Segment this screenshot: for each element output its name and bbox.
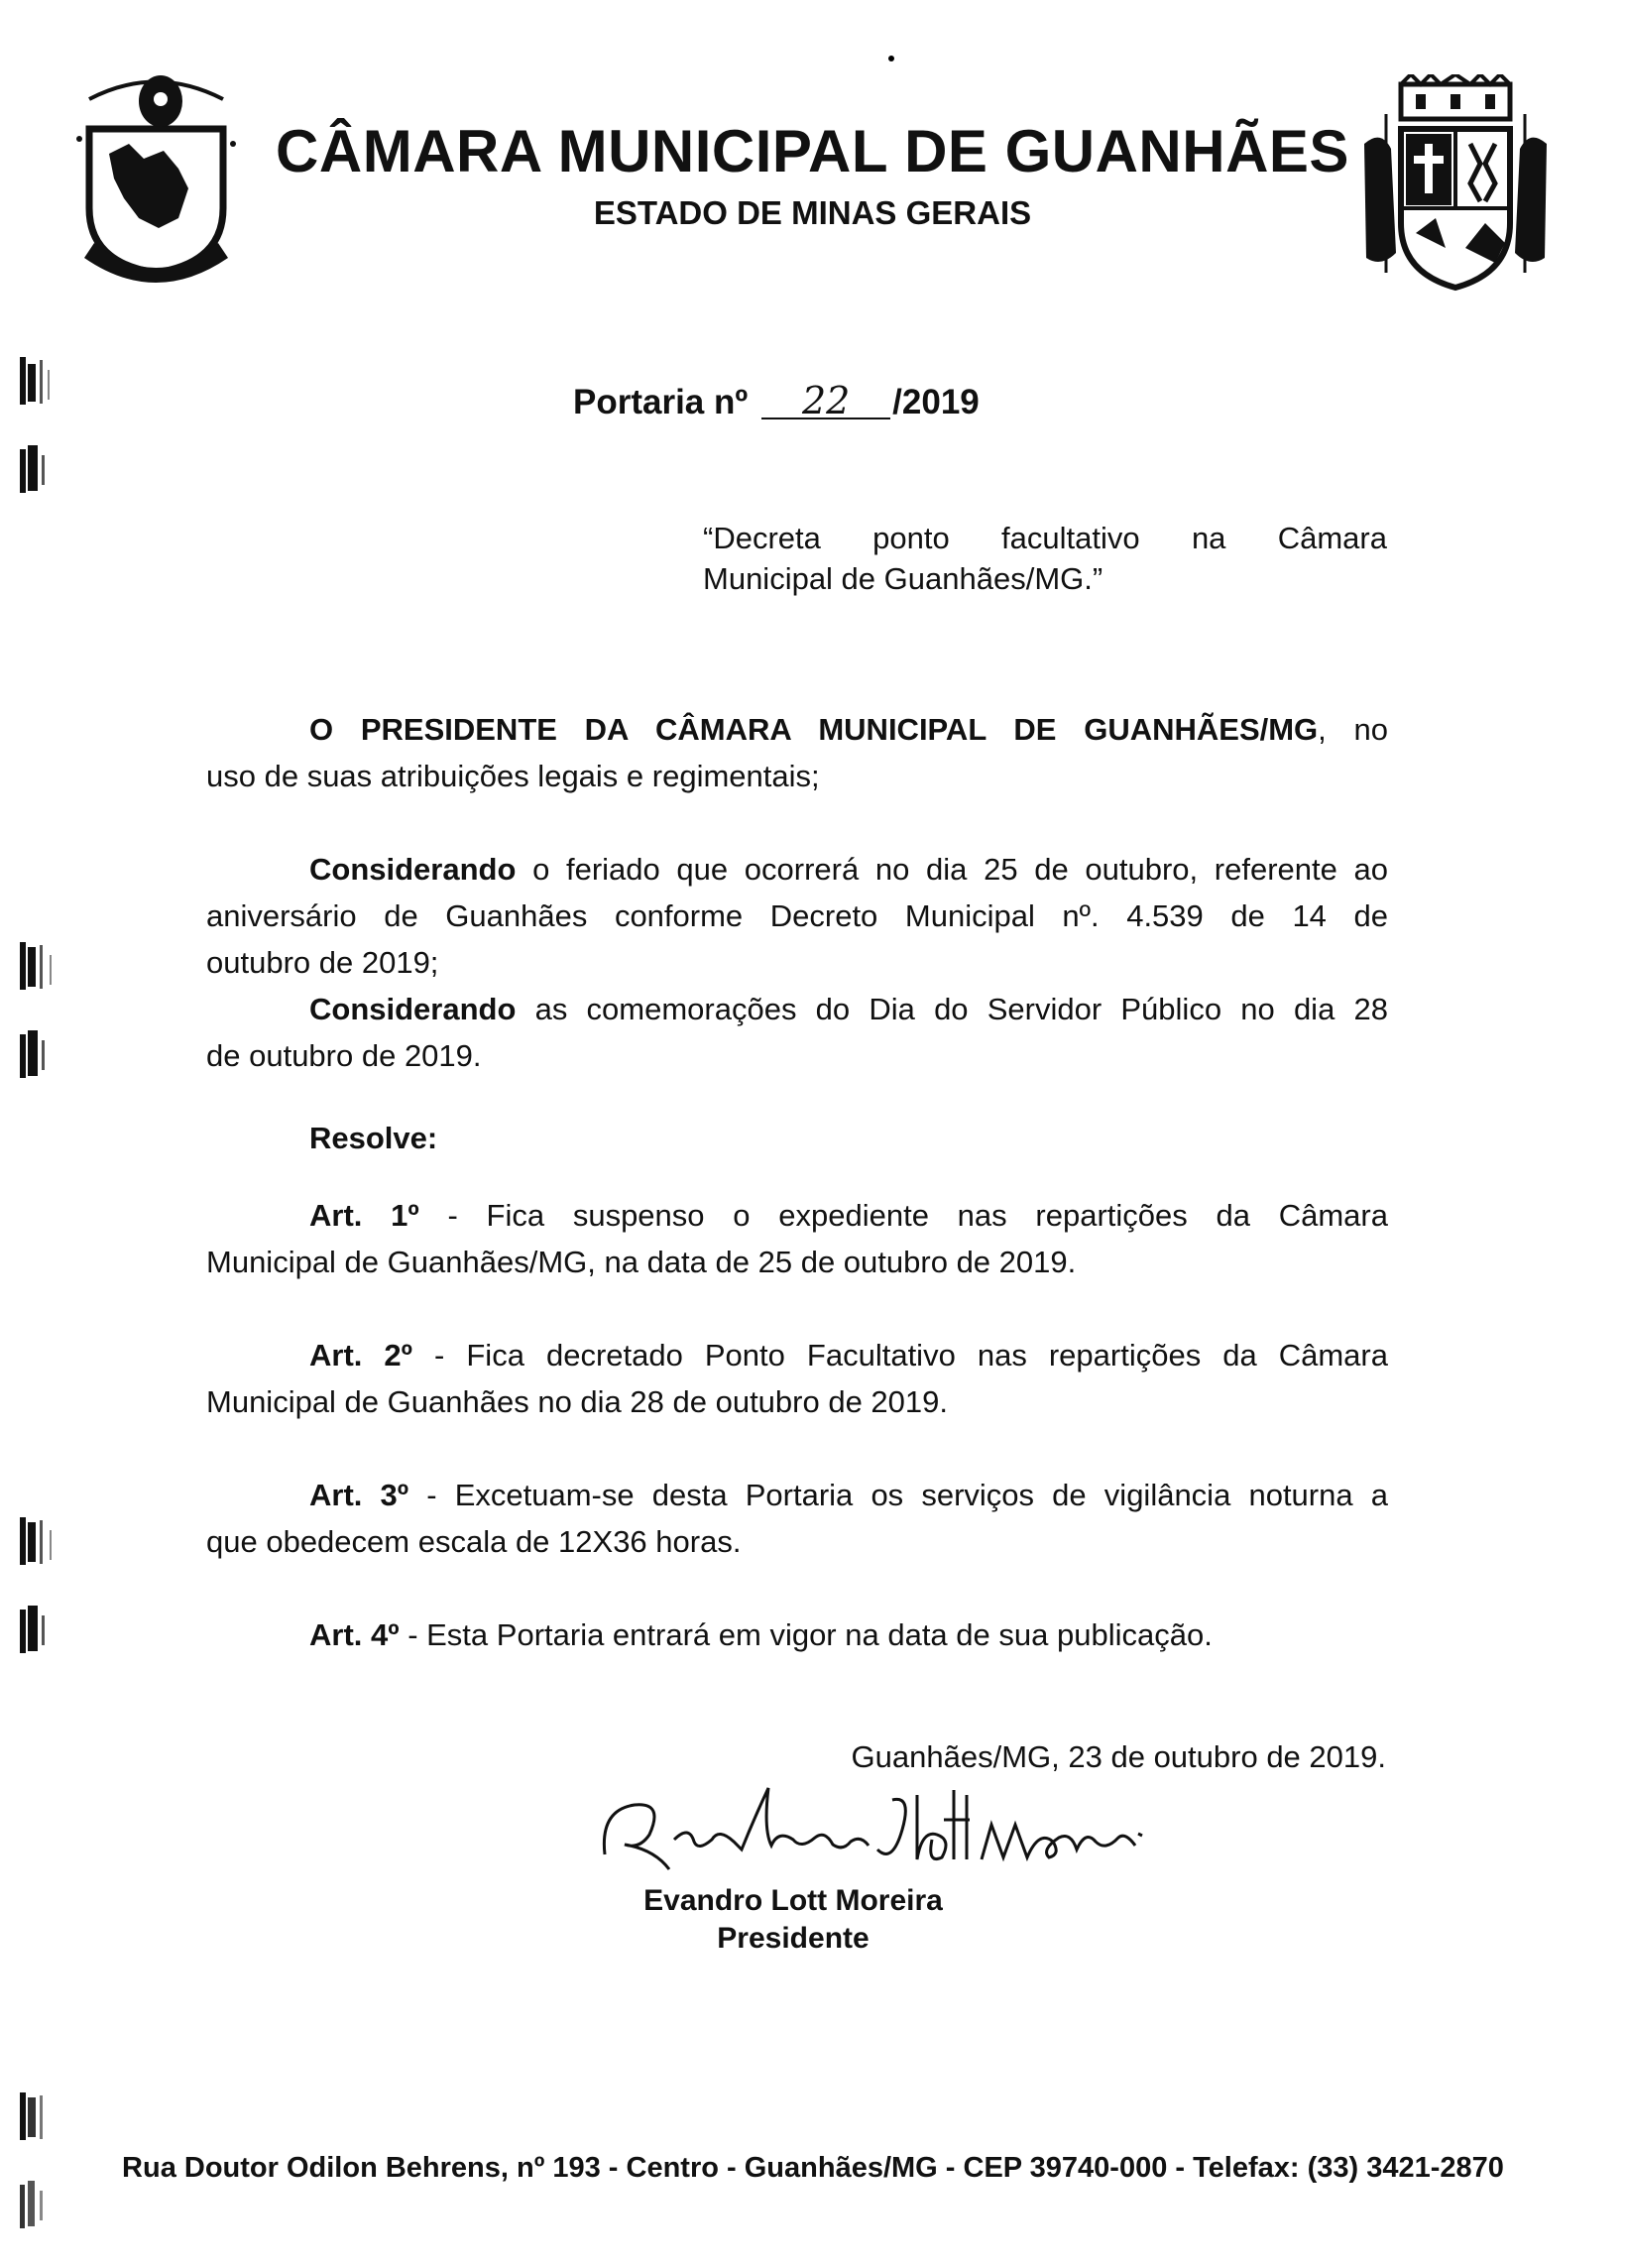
article-3-bold: Art. 3º [309,1478,409,1512]
article-1 [206,1192,1388,1285]
scan-mark-icon [18,441,58,499]
consideration-1 [206,846,1388,986]
signer-name: Evandro Lott Moreira [643,1884,943,1917]
institution-title: CÂMARA MUNICIPAL DE GUANHÃES [276,118,1349,184]
footer-address: Rua Doutor Odilon Behrens, nº 193 - Centro - Guanhães/MG - CEP 39740-000 - Telefax: (33) 3421-2870 [122,2152,1504,2184]
place-date: Guanhães/MG, 23 de outubro de 2019. [851,1739,1386,1774]
ementa [703,518,1387,599]
article-1-line-2: Municipal de Guanhães/MG, na data de 25 de outubro de 2019. [206,1245,1077,1279]
intro-bold: O PRESIDENTE DA CÂMARA MUNICIPAL DE GUANHÃES/MG [309,712,1319,747]
intro-paragraph [206,706,1388,799]
scan-mark-icon [18,352,58,410]
ordinance-number: 22 [761,384,890,419]
consideration-1-bold: Considerando [309,852,517,887]
resolve-heading: Resolve: [309,1121,438,1155]
article-4-bold: Art. 4º [309,1617,400,1652]
scan-mark-icon [18,2088,58,2145]
ordinance-heading [573,379,980,422]
article-4 [206,1611,1491,1658]
article-3 [206,1472,1388,1565]
consideration-2-bold: Considerando [309,992,517,1026]
article-3-rest: - Excetuam-se desta Portaria os serviços de vigilância noturna a [408,1478,1388,1512]
signer-role: Presidente [717,1922,870,1955]
article-2-rest: - Fica decretado Ponto Facultativo nas repartições da Câmara [411,1338,1388,1373]
intro-line-2: uso de suas atribuições legais e regimentais; [206,759,820,793]
ementa-line-2: Municipal de Guanhães/MG.” [703,561,1103,596]
scan-mark-icon [18,937,58,995]
consideration-1-line-2: aniversário de Guanhães conforme Decreto Municipal nº. 4.539 de 14 de [206,898,1388,933]
article-2-line-2: Municipal de Guanhães no dia 28 de outubro de 2019. [206,1384,949,1419]
handwritten-signature [595,1780,1150,1889]
consideration-2-line-2: de outubro de 2019. [206,1038,482,1073]
article-4-rest: - Esta Portaria entrará em vigor na data de sua publicação. [399,1617,1213,1652]
article-2-bold: Art. 2º [309,1338,412,1373]
article-3-line-2: que obedecem escala de 12X36 horas. [206,1524,742,1559]
consideration-1-line-3: outubro de 2019; [206,945,439,980]
scan-mark-icon [18,1602,58,1659]
municipal-coat-of-arms-icon [1356,74,1555,302]
consideration-2-rest: as comemorações do Dia do Servidor Público no dia 28 [516,992,1388,1026]
consideration-1-rest: o feriado que ocorrerá no dia 25 de outubro, referente ao [516,852,1388,887]
ordinance-year: /2019 [892,383,980,421]
consideration-2 [206,986,1388,1079]
institution-subtitle: ESTADO DE MINAS GERAIS [593,194,1032,231]
ordinance-prefix: Portaria nº [573,383,749,421]
scan-dot [888,56,894,61]
ementa-line-1: “Decreta ponto facultativo na Câmara [703,521,1387,555]
scan-mark-icon [18,1512,58,1570]
article-1-rest: - Fica suspenso o expediente nas repartições da Câmara [418,1198,1388,1233]
article-1-bold: Art. 1º [309,1198,419,1233]
intro-rest: , no [1318,712,1388,747]
article-2 [206,1332,1388,1425]
scan-mark-icon [18,2177,58,2234]
scan-mark-icon [18,1026,58,1084]
